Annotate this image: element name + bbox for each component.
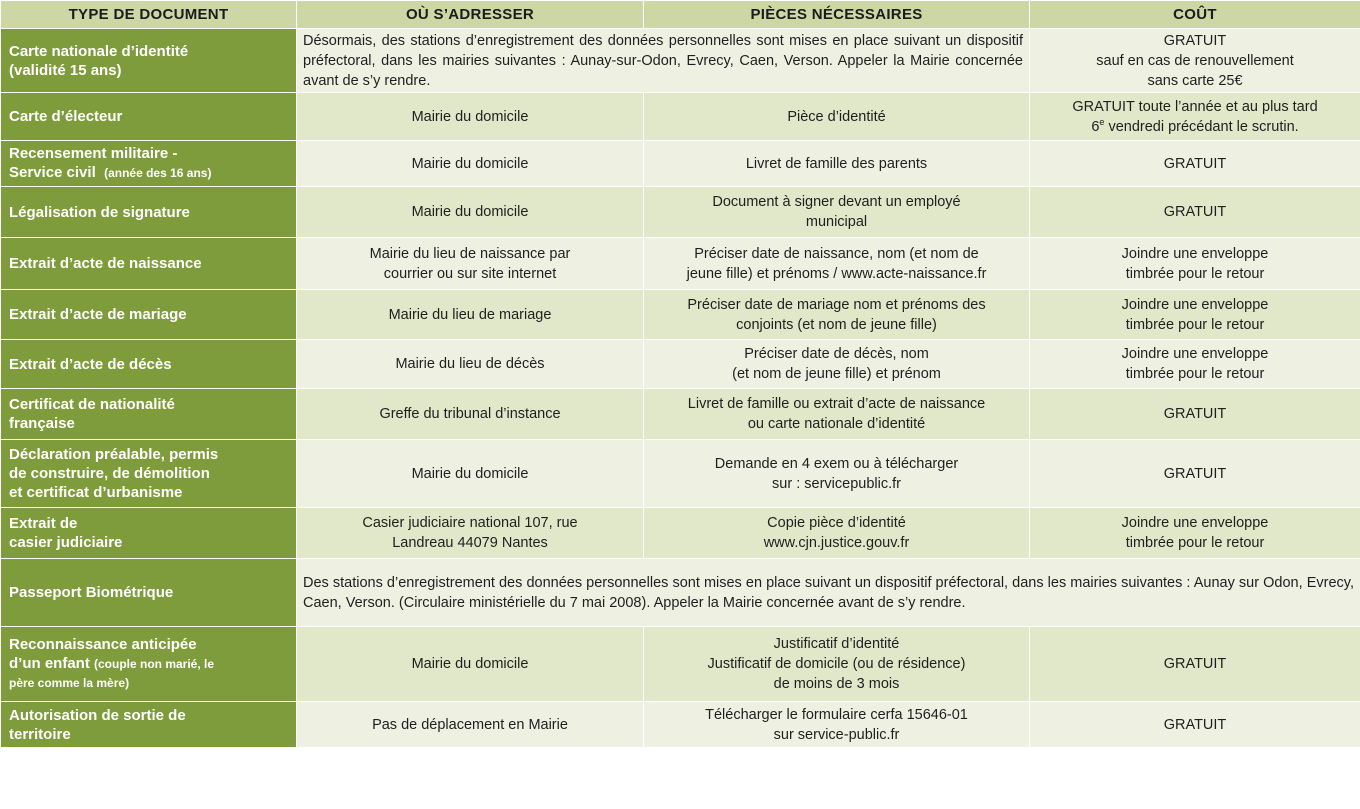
cell-pieces: Demande en 4 exem ou à télécharger sur : servicepublic.fr (644, 440, 1030, 508)
table-row (1, 389, 1360, 440)
cell-type: Certificat de nationalité française (1, 389, 297, 440)
cell-pieces: Préciser date de mariage nom et prénoms des conjoints (et nom de jeune fille) (644, 290, 1030, 340)
cell-pieces: Télécharger le formulaire cerfa 15646-01 sur service-public.fr (644, 702, 1030, 748)
cell-where: Mairie du lieu de naissance par courrier ou sur site internet (297, 238, 644, 290)
cell-type: Passeport Biométrique (1, 559, 297, 627)
table-row (1, 340, 1360, 389)
table-row (1, 93, 1360, 141)
cell-cost: GRATUIT sauf en cas de renouvellement sans carte 25€ (1030, 29, 1360, 93)
cell-pieces: Préciser date de naissance, nom (et nom de jeune fille) et prénoms / www.acte-naissance.fr (644, 238, 1030, 290)
cell-merged-info: Désormais, des stations d’enregistrement des données personnelles sont mises en place suivant un dispositif préfectoral, dans les mairies suivantes : Aunay-sur-Odon, Evrecy, Caen, Verson. Appeler la Mairie concernée avant de s’y rendre. (297, 29, 1030, 93)
header-row (1, 1, 1360, 29)
cell-type: Carte d’électeur (1, 93, 297, 141)
cell-where: Greffe du tribunal d’instance (297, 389, 644, 440)
cell-type: Extrait d’acte de décès (1, 340, 297, 389)
cell-cost: Joindre une enveloppe timbrée pour le retour (1030, 508, 1360, 559)
cell-pieces: Livret de famille des parents (644, 141, 1030, 187)
cell-cost: GRATUIT (1030, 389, 1360, 440)
cell-cost: GRATUIT (1030, 440, 1360, 508)
cell-cost: GRATUIT (1030, 141, 1360, 187)
table-row (1, 559, 1360, 627)
table-row (1, 238, 1360, 290)
cell-type: Carte nationale d’identité (validité 15 ans) (1, 29, 297, 93)
header-pieces: PIÈCES NÉCESSAIRES (644, 1, 1030, 29)
cell-where: Mairie du domicile (297, 93, 644, 141)
table-row (1, 627, 1360, 702)
cell-where: Pas de déplacement en Mairie (297, 702, 644, 748)
cell-cost: GRATUIT (1030, 627, 1360, 702)
cell-where: Mairie du domicile (297, 627, 644, 702)
table-row (1, 440, 1360, 508)
cell-pieces: Préciser date de décès, nom (et nom de jeune fille) et prénom (644, 340, 1030, 389)
table-row (1, 702, 1360, 748)
header-type: TYPE DE DOCUMENT (1, 1, 297, 29)
header-where: OÙ S’ADRESSER (297, 1, 644, 29)
header-cost: COÛT (1030, 1, 1360, 29)
cell-where: Mairie du lieu de décès (297, 340, 644, 389)
cell-where: Mairie du domicile (297, 187, 644, 238)
cell-cost: GRATUIT toute l’année et au plus tard 6e vendredi précédant le scrutin. (1030, 93, 1360, 141)
cell-where: Mairie du lieu de mariage (297, 290, 644, 340)
table-row (1, 141, 1360, 187)
cell-merged-info: Des stations d’enregistrement des données personnelles sont mises en place suivant un dispositif préfectoral, dans les mairies suivantes : Aunay sur Odon, Evrecy, Caen, Verson. (Circulaire ministérielle du 7 mai 2008). Appeler la Mairie concernée avant de s’y rendre. (297, 559, 1360, 627)
cell-pieces: Document à signer devant un employé municipal (644, 187, 1030, 238)
cell-type: Reconnaissance anticipée d’un enfant (couple non marié, le père comme la mère) (1, 627, 297, 702)
cell-where: Mairie du domicile (297, 141, 644, 187)
cell-cost: GRATUIT (1030, 187, 1360, 238)
table-row (1, 290, 1360, 340)
cell-cost: Joindre une enveloppe timbrée pour le retour (1030, 290, 1360, 340)
cell-pieces: Justificatif d’identité Justificatif de domicile (ou de résidence) de moins de 3 mois (644, 627, 1030, 702)
cell-cost: GRATUIT (1030, 702, 1360, 748)
cell-type: Recensement militaire - Service civil (année des 16 ans) (1, 141, 297, 187)
cell-type: Extrait de casier judiciaire (1, 508, 297, 559)
cell-where: Mairie du domicile (297, 440, 644, 508)
table-row (1, 29, 1360, 93)
cell-type: Extrait d’acte de naissance (1, 238, 297, 290)
cell-pieces: Pièce d’identité (644, 93, 1030, 141)
table-row (1, 187, 1360, 238)
table-row (1, 508, 1360, 559)
cell-type: Extrait d’acte de mariage (1, 290, 297, 340)
cell-type: Déclaration préalable, permis de construire, de démolition et certificat d’urbanisme (1, 440, 297, 508)
cell-cost: Joindre une enveloppe timbrée pour le retour (1030, 238, 1360, 290)
cell-where: Casier judiciaire national 107, rue Landreau 44079 Nantes (297, 508, 644, 559)
cell-type: Légalisation de signature (1, 187, 297, 238)
cell-pieces: Livret de famille ou extrait d’acte de naissance ou carte nationale d’identité (644, 389, 1030, 440)
cell-cost: Joindre une enveloppe timbrée pour le retour (1030, 340, 1360, 389)
cell-pieces: Copie pièce d’identité www.cjn.justice.gouv.fr (644, 508, 1030, 559)
cell-type: Autorisation de sortie de territoire (1, 702, 297, 748)
